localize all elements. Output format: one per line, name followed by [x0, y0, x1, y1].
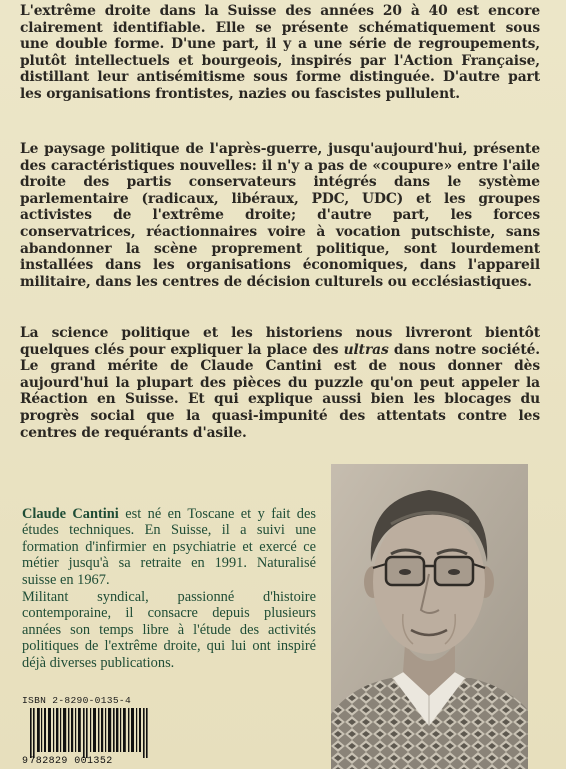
barcode-area — [22, 692, 156, 769]
blurb-paragraph-1: L'extrême droite dans la Suisse des années 20 à 40 est encore clairement identifiable. Elle se présente schématiquement sous une double forme. D'une part, il y a une série de regroupements, plutôt intellectuels et bourgeois, inspirés par l'Action Française, distillant leur antisémitisme sous forme distinguée. D'autre part les organisations frontistes, nazies ou fascistes pullulent. — [20, 3, 540, 102]
paragraph-3-end: dans notre société. Le grand mérite de Claude Cantini est de nous donner dès aujourd'hui la plupart des pièces du puzzle qu'on peut appeler la Réaction en Suisse. Et qui explique aussi bien les blocages du progrès social que la quasi-impunité des attentats contre les centres de requérants d'asile. — [20, 341, 541, 441]
blurb-paragraph-2: Le paysage politique de l'après-guerre, jusqu'aujourd'hui, présente des caractéristiques nouvelles: il n'y a pas de «coupure» entre l'aile droite des partis conservateurs intégrés dans le système parlementaire (radicaux, libéraux, PDC, UDC) et les groupes activistes de l'extrême droite; d'autre part, les forces conservatrices, réactionnaires voire à vocation putschiste, sans abandonner la scène proprement politique, sont lourdement installées dans les organisations économiques, dans l'appareil militaire, dans les centres de décision culturels ou ecclésiastiques. — [20, 141, 540, 290]
barcode-right-digits: 001352 — [74, 756, 113, 767]
barcode-left-digits: 782829 — [29, 756, 68, 767]
paragraph-3-emphasis: ultras — [343, 341, 389, 358]
barcode-digits — [22, 756, 156, 767]
author-photo — [331, 464, 528, 769]
barcode-first-digit: 9 — [22, 756, 29, 767]
blurb-paragraph-3 — [20, 325, 540, 441]
author-bio-text-1: est né en Toscane et y fait des études techniques. En Suisse, il a suivi une formation d'infirmier en psychiatrie et exercé ce métier jusqu'à sa retraite en 1991. Naturalisé suisse en 1967. — [22, 506, 316, 588]
author-bio-paragraph-1 — [22, 506, 316, 588]
author-bio-paragraph-2: Militant syndical, passionné d'histoire contemporaine, il consacre depuis plusieurs années son temps libre à l'étude des activités politiques de l'extrême droite, qui lui ont inspiré déjà diverses publications. — [22, 589, 316, 671]
barcode-icon — [30, 708, 148, 758]
author-name: Claude Cantini — [22, 506, 119, 522]
isbn-number: ISBN 2-8290-0135-4 — [22, 695, 132, 706]
paragraph-3-start: La science politique et les historiens nous livreront bientôt quelques clés pour expliquer la place des — [20, 325, 540, 358]
